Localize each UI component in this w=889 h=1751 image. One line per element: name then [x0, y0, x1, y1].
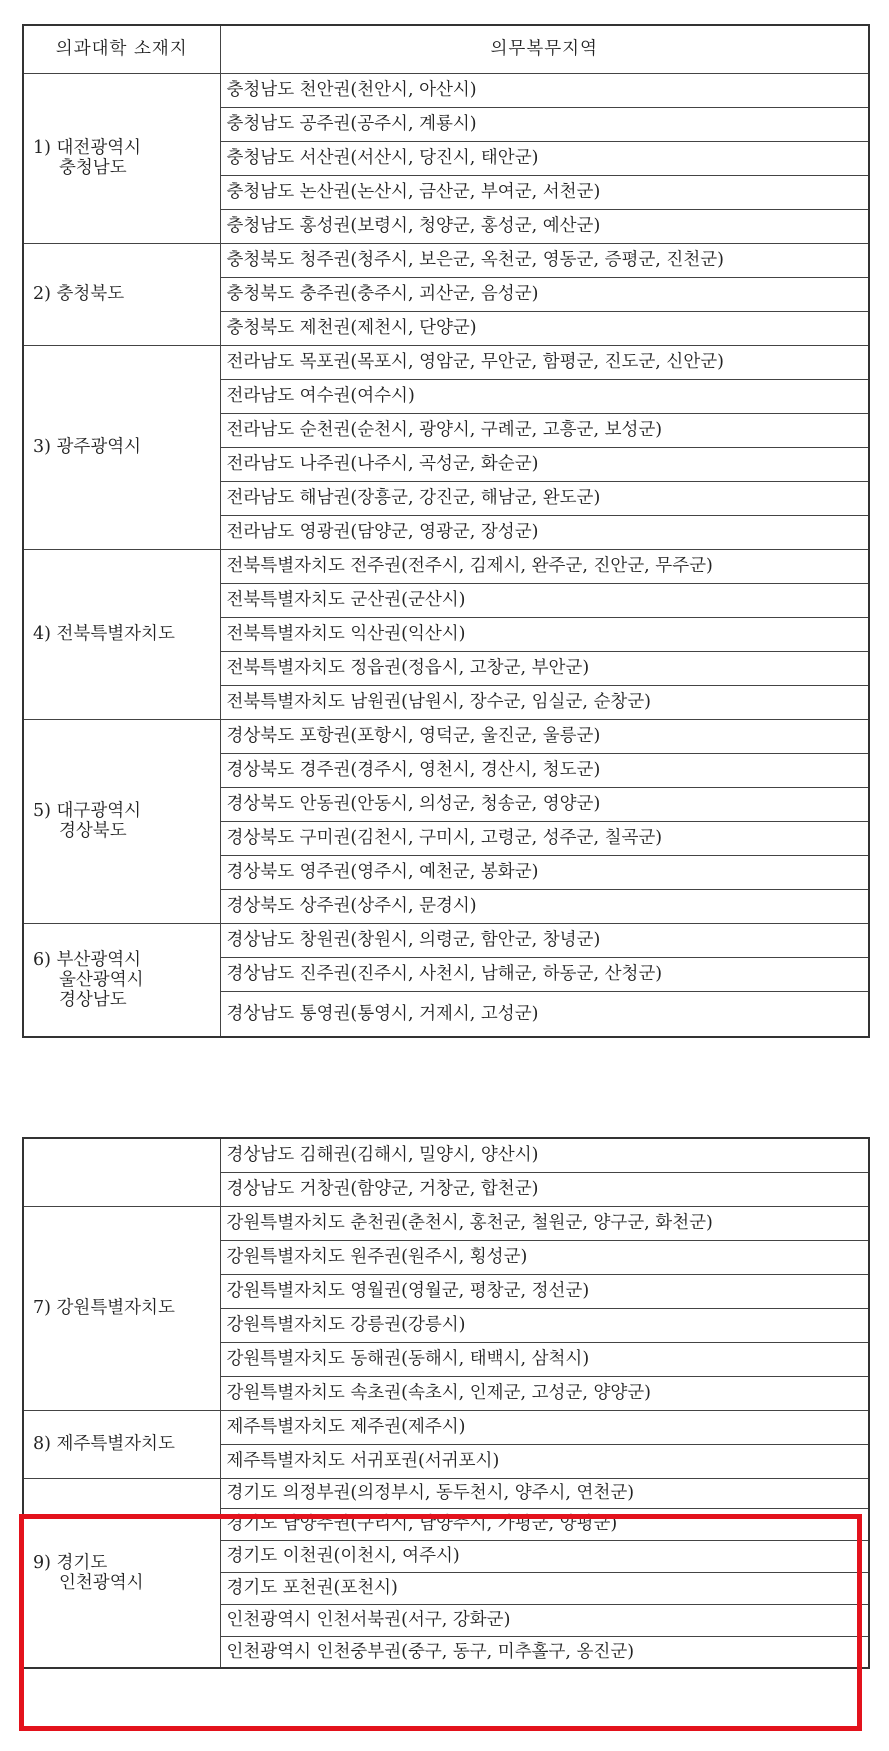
school-location-cell — [23, 345, 220, 549]
school-location-cell — [23, 719, 220, 923]
duty-region-cell: 강원특별자치도 속초권(속초시, 인제군, 고성군, 양양군) — [220, 1376, 869, 1410]
duty-region-cell: 전북특별자치도 정읍권(정읍시, 고창군, 부안군) — [220, 651, 869, 685]
duty-region-cell: 전북특별자치도 군산권(군산시) — [220, 583, 869, 617]
duty-region-cell: 경상남도 통영권(통영시, 거제시, 고성군) — [220, 991, 869, 1037]
school-location-cell — [23, 1410, 220, 1478]
duty-region-cell: 경상북도 포항권(포항시, 영덕군, 울진군, 울릉군) — [220, 719, 869, 753]
table-row — [23, 1206, 869, 1240]
duty-region-cell: 충청남도 논산권(논산시, 금산군, 부여군, 서천군) — [220, 175, 869, 209]
school-location-cell — [23, 923, 220, 1037]
school-location-line: 8) 제주특별자치도 — [33, 1433, 175, 1454]
duty-region-cell: 충청남도 서산권(서산시, 당진시, 태안군) — [220, 141, 869, 175]
region-table-bottom — [22, 1137, 870, 1669]
school-location-line: 울산광역시 — [59, 969, 144, 990]
duty-region-cell: 충청남도 공주권(공주시, 계룡시) — [220, 107, 869, 141]
school-location-cell — [23, 73, 220, 243]
table-row — [23, 345, 869, 379]
school-location-cell — [23, 243, 220, 345]
duty-region-cell: 충청남도 천안권(천안시, 아산시) — [220, 73, 869, 107]
school-location-cell — [23, 1206, 220, 1410]
duty-region-cell: 충청북도 충주권(충주시, 괴산군, 음성군) — [220, 277, 869, 311]
duty-region-cell: 강원특별자치도 동해권(동해시, 태백시, 삼척시) — [220, 1342, 869, 1376]
school-location-line: 9) 경기도 — [33, 1552, 108, 1573]
duty-region-cell: 경상북도 안동권(안동시, 의성군, 청송군, 영양군) — [220, 787, 869, 821]
duty-region-cell: 경기도 이천권(이천시, 여주시) — [220, 1540, 869, 1572]
table-row — [23, 73, 869, 107]
duty-region-cell: 경상북도 상주권(상주시, 문경시) — [220, 889, 869, 923]
region-table-top — [22, 24, 870, 1038]
table-row — [23, 923, 869, 957]
duty-region-cell: 전라남도 여수권(여수시) — [220, 379, 869, 413]
duty-region-cell: 강원특별자치도 강릉권(강릉시) — [220, 1308, 869, 1342]
school-location-cell — [23, 1478, 220, 1668]
duty-region-cell: 전북특별자치도 남원권(남원시, 장수군, 임실군, 순창군) — [220, 685, 869, 719]
duty-region-cell: 충청북도 제천권(제천시, 단양군) — [220, 311, 869, 345]
table-row — [23, 719, 869, 753]
duty-region-cell: 강원특별자치도 영월권(영월군, 평창군, 정선군) — [220, 1274, 869, 1308]
duty-region-cell: 제주특별자치도 제주권(제주시) — [220, 1410, 869, 1444]
duty-region-cell: 경기도 남양주권(구리시, 남양주시, 가평군, 양평군) — [220, 1508, 869, 1540]
duty-region-cell: 인천광역시 인천서북권(서구, 강화군) — [220, 1604, 869, 1636]
school-location-cell — [23, 1138, 220, 1206]
duty-region-cell: 전라남도 나주권(나주시, 곡성군, 화순군) — [220, 447, 869, 481]
duty-region-cell: 경기도 의정부권(의정부시, 동두천시, 양주시, 연천군) — [220, 1478, 869, 1508]
table-row — [23, 549, 869, 583]
header-duty-region: 의무복무지역 — [220, 25, 869, 73]
duty-region-cell: 강원특별자치도 원주권(원주시, 횡성군) — [220, 1240, 869, 1274]
duty-region-cell: 전라남도 순천권(순천시, 광양시, 구례군, 고흥군, 보성군) — [220, 413, 869, 447]
duty-region-cell: 충청남도 홍성권(보령시, 청양군, 홍성군, 예산군) — [220, 209, 869, 243]
table-header-row — [23, 25, 869, 73]
school-location-line: 1) 대전광역시 — [33, 137, 142, 158]
school-location-line: 5) 대구광역시 — [33, 800, 142, 821]
duty-region-cell: 경상남도 김해권(김해시, 밀양시, 양산시) — [220, 1138, 869, 1172]
school-location-line: 6) 부산광역시 — [33, 949, 142, 970]
duty-region-cell: 충청북도 청주권(청주시, 보은군, 옥천군, 영동군, 증평군, 진천군) — [220, 243, 869, 277]
table-row — [23, 1138, 869, 1172]
school-location-line: 3) 광주광역시 — [33, 436, 142, 457]
duty-region-cell: 인천광역시 인천중부권(중구, 동구, 미추홀구, 옹진군) — [220, 1636, 869, 1668]
duty-region-cell: 경기도 포천권(포천시) — [220, 1572, 869, 1604]
header-school-location: 의과대학 소재지 — [23, 25, 220, 73]
table-row — [23, 1410, 869, 1444]
duty-region-cell: 전라남도 목포권(목포시, 영암군, 무안군, 함평군, 진도군, 신안군) — [220, 345, 869, 379]
duty-region-cell: 경상남도 창원권(창원시, 의령군, 함안군, 창녕군) — [220, 923, 869, 957]
duty-region-cell: 전라남도 해남권(장흥군, 강진군, 해남군, 완도군) — [220, 481, 869, 515]
duty-region-cell: 제주특별자치도 서귀포권(서귀포시) — [220, 1444, 869, 1478]
duty-region-cell: 강원특별자치도 춘천권(춘천시, 홍천군, 철원군, 양구군, 화천군) — [220, 1206, 869, 1240]
duty-region-cell: 전라남도 영광권(담양군, 영광군, 장성군) — [220, 515, 869, 549]
school-location-line: 충청남도 — [59, 158, 127, 178]
table-row — [23, 243, 869, 277]
school-location-line: 7) 강원특별자치도 — [33, 1297, 175, 1318]
duty-region-cell: 전북특별자치도 전주권(전주시, 김제시, 완주군, 진안군, 무주군) — [220, 549, 869, 583]
duty-region-cell: 경상북도 영주권(영주시, 예천군, 봉화군) — [220, 855, 869, 889]
duty-region-cell: 경상북도 경주권(경주시, 영천시, 경산시, 청도군) — [220, 753, 869, 787]
school-location-cell — [23, 549, 220, 719]
school-location-line: 인천광역시 — [59, 1572, 144, 1593]
school-location-line: 2) 충청북도 — [33, 283, 125, 304]
duty-region-cell: 경상북도 구미권(김천시, 구미시, 고령군, 성주군, 칠곡군) — [220, 821, 869, 855]
school-location-line: 경상남도 — [59, 989, 127, 1010]
duty-region-cell: 경상남도 거창권(함양군, 거창군, 합천군) — [220, 1172, 869, 1206]
school-location-line: 경상북도 — [59, 821, 127, 841]
duty-region-cell: 경상남도 진주권(진주시, 사천시, 남해군, 하동군, 산청군) — [220, 957, 869, 991]
duty-region-cell: 전북특별자치도 익산권(익산시) — [220, 617, 869, 651]
table-row — [23, 1478, 869, 1508]
school-location-line: 4) 전북특별자치도 — [33, 623, 175, 644]
